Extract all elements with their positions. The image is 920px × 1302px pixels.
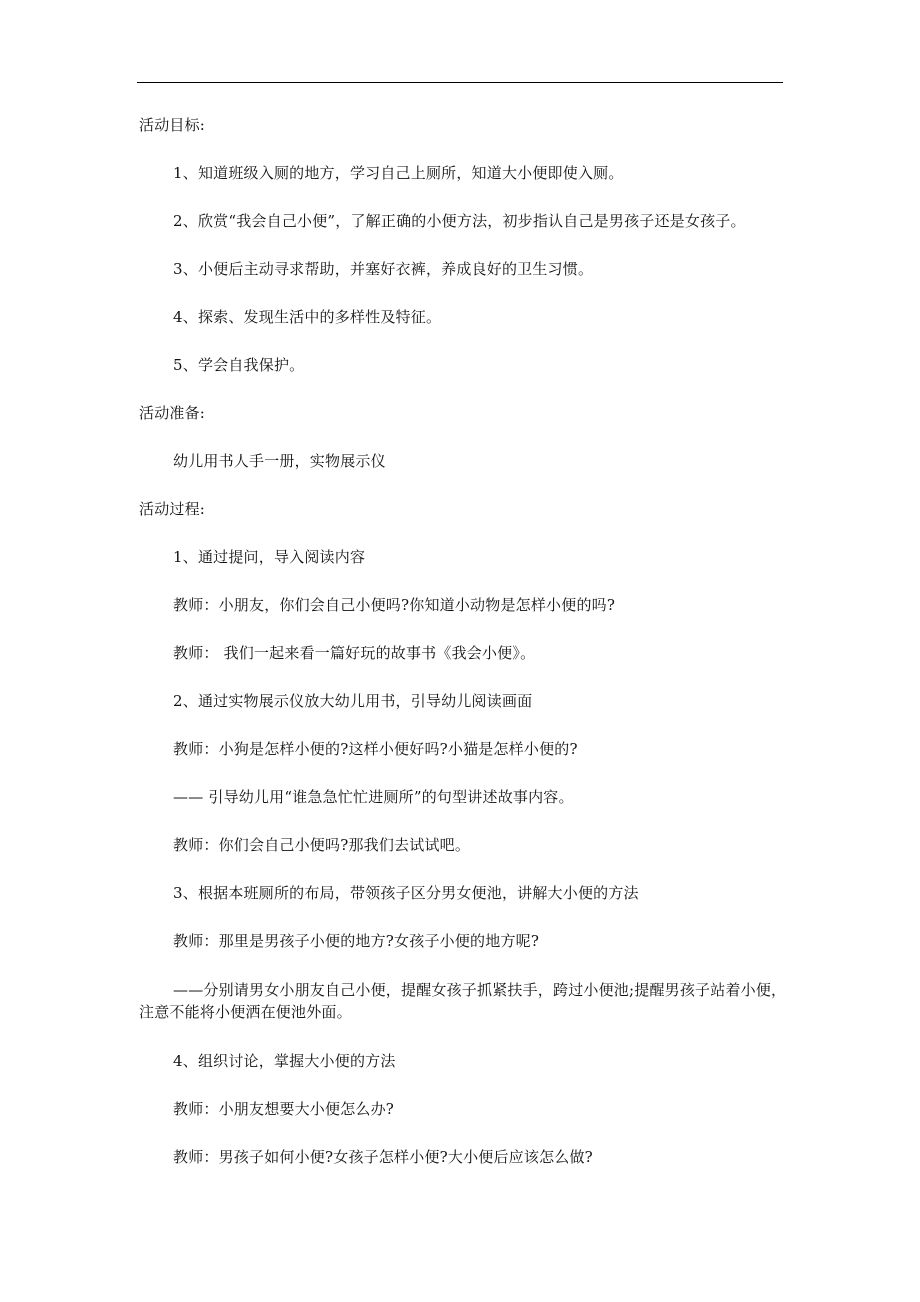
process-step-1: 1、通过提问，导入阅读内容	[173, 548, 366, 566]
goal-item-4: 4、探索、发现生活中的多样性及特征。	[173, 308, 442, 326]
preparation-text: 幼儿用书人手一册，实物展示仪	[173, 452, 386, 470]
process-step-4: 4、组织讨论，掌握大小便的方法	[173, 1052, 396, 1070]
section-heading-preparation: 活动准备:	[139, 404, 206, 422]
teacher-line: 教师：小朋友，你们会自己小便吗?你知道小动物是怎样小便的吗?	[173, 596, 616, 614]
guidance-paragraph: ——分别请男女小朋友自己小便，提醒女孩子抓紧扶手，跨过小便池;提醒男孩子站着小便，注意不能将小便洒在便池外面。	[139, 981, 787, 1021]
teacher-line: 教师： 我们一起来看一篇好玩的故事书《我会小便》。	[173, 644, 536, 662]
section-heading-process: 活动过程:	[139, 500, 206, 518]
goal-item-3: 3、小便后主动寻求帮助，并塞好衣裤，养成良好的卫生习惯。	[173, 260, 594, 278]
section-heading-goals: 活动目标:	[139, 116, 206, 134]
teacher-line: 教师：男孩子如何小便?女孩子怎样小便?大小便后应该怎么做?	[173, 1148, 593, 1166]
goal-item-2: 2、欣赏“我会自己小便”，了解正确的小便方法，初步指认自己是男孩子还是女孩子。	[173, 212, 746, 230]
guidance-line: —— 引导幼儿用“谁急急忙忙进厕所”的句型讲述故事内容。	[173, 788, 574, 806]
teacher-line: 教师：那里是男孩子小便的地方?女孩子小便的地方呢?	[173, 932, 540, 950]
teacher-line: 教师：你们会自己小便吗?那我们去试试吧。	[173, 836, 471, 854]
goal-item-5: 5、学会自我保护。	[173, 356, 305, 374]
process-step-2: 2、通过实物展示仪放大幼儿用书，引导幼儿阅读画面	[173, 692, 533, 710]
process-step-3: 3、根据本班厕所的布局，带领孩子区分男女便池，讲解大小便的方法	[173, 884, 639, 902]
teacher-line: 教师：小狗是怎样小便的?这样小便好吗?小猫是怎样小便的?	[173, 740, 578, 758]
teacher-line: 教师：小朋友想要大小便怎么办?	[173, 1100, 395, 1118]
goal-item-1: 1、知道班级入厕的地方，学习自己上厕所，知道大小便即使入厕。	[173, 164, 624, 182]
header-rule	[137, 82, 783, 83]
